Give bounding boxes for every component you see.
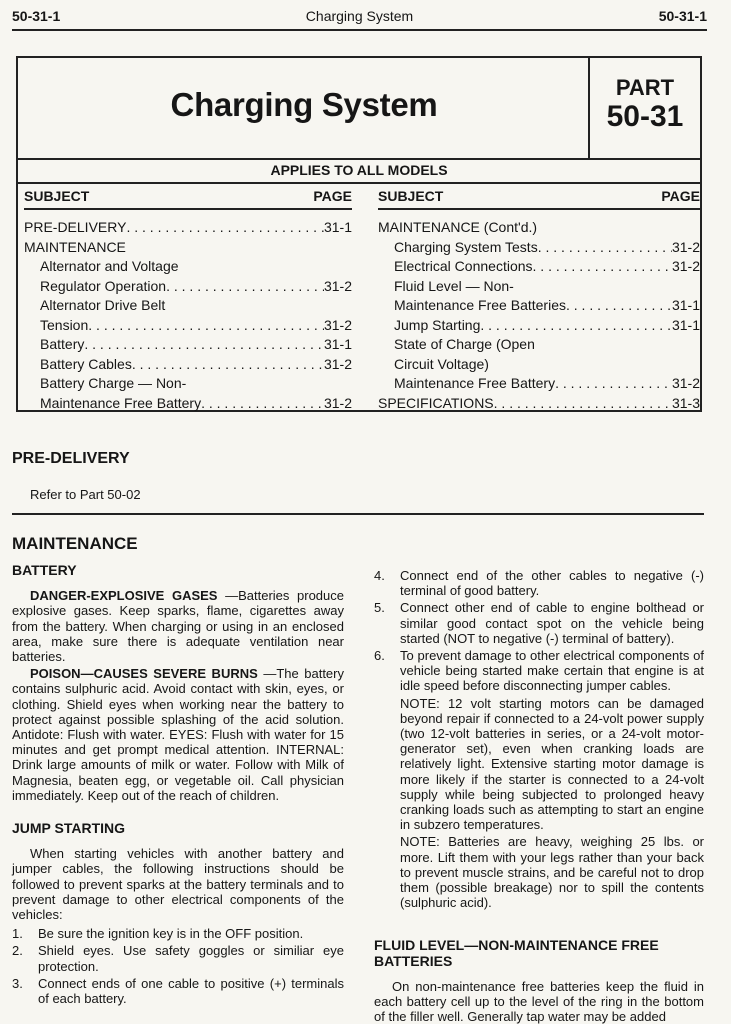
toc-entry <box>24 296 352 316</box>
toc-subject-header: SUBJECT <box>24 188 90 204</box>
toc-entry-page: 31-2 <box>323 277 352 294</box>
toc-entry <box>378 277 700 297</box>
toc-leader-dots <box>533 257 672 277</box>
toc-entry-label: PRE-DELIVERY <box>24 219 127 235</box>
toc-page-header: PAGE <box>313 188 352 204</box>
toc-entry <box>24 257 352 277</box>
toc-leader-dots <box>566 296 672 316</box>
toc-entry-page: 31-2 <box>671 375 700 391</box>
numbered-step <box>12 976 344 1006</box>
toc-entry <box>378 238 700 258</box>
toc-leader-dots <box>126 218 324 238</box>
jump-intro: When starting vehicles with another battery and jumper cables, the following instructions should be followed to prevent sparks at the battery terminals and to prevent damage to other electrical components of the vehicles: <box>12 846 344 923</box>
toc-leader-dots <box>166 277 324 297</box>
step-text: To prevent damage to other electrical components of vehicle being started make certain that engine is at idle speed before disconnecting jumper cables. <box>400 648 704 694</box>
toc-entry-label: Circuit Voltage) <box>394 355 489 372</box>
note-battery-weight: NOTE: Batteries are heavy, weighing 25 lbs. or more. Lift them with your legs rather than your back to prevent muscle strains, and be careful not to drop them (possible breakage) nor to spill the contents (sulphuric acid). <box>400 834 704 911</box>
toc-leader-dots <box>132 355 324 375</box>
note-24-volt: NOTE: 12 volt starting motors can be damaged beyond repair if connected to a 24-volt power supply (two 12-volt batteries in series, or a 24-volt motor-generator set), even when cranking loads are relatively light. Extensive starting motor damage is more likely if the starter is connected to a 24-volt supply while being subjected to prolonged heavy cranking loads such as attempting to start an engine in subzero temperatures. <box>400 695 704 833</box>
maintenance-heading: MAINTENANCE <box>12 534 138 553</box>
toc-leader-dots <box>494 394 672 414</box>
toc-entry <box>24 394 352 414</box>
step-text: Connect ends of one cable to positive (+) terminals of each battery. <box>38 975 344 1007</box>
jump-starting-heading: JUMP STARTING <box>12 820 126 837</box>
numbered-step <box>12 926 344 941</box>
steps-list-left <box>12 926 344 1006</box>
pre-delivery-text: Refer to Part 50-02 <box>30 487 141 502</box>
toc-header <box>24 184 352 210</box>
applies-banner: APPLIES TO ALL MODELS <box>18 158 700 184</box>
steps-list-right <box>374 568 704 694</box>
toc-entry-label: Maintenance Free Batteries <box>394 297 566 313</box>
numbered-step <box>374 600 704 646</box>
toc-entry-page: 31-3 <box>671 394 700 411</box>
toc-entry-label: Fluid Level — Non- <box>394 277 514 294</box>
toc-entry-label: Alternator and Voltage <box>40 258 179 274</box>
step-text: Be sure the ignition key is in the OFF position. <box>38 926 304 942</box>
battery-heading: BATTERY <box>12 562 77 578</box>
toc-left-column <box>24 184 352 413</box>
fluid-level-text: On non-maintenance free batteries keep the fluid in each battery cell up to the level of the ring in the bottom of the filler well. Generally tap water may be added <box>374 978 704 1024</box>
step-number: 1. <box>12 926 23 942</box>
step-text: Connect other end of cable to engine bolthead or similar good contact spot on the vehicle being started (NOT to negative (-) terminal of battery). <box>400 600 704 646</box>
toc-entry-page: 31-1 <box>671 316 700 333</box>
part-label: PART <box>615 75 675 100</box>
toc-entry-label: State of Charge (Open <box>394 336 535 352</box>
step-number: 6. <box>374 648 385 664</box>
danger-paragraph <box>12 588 344 664</box>
pre-delivery-heading: PRE-DELIVERY <box>12 450 130 467</box>
numbered-step <box>374 648 704 694</box>
toc-entry-label: Charging System Tests <box>394 238 538 255</box>
toc-entry-label: Electrical Connections <box>394 258 533 274</box>
toc-entry-page: 31-1 <box>323 336 352 352</box>
step-number: 3. <box>12 975 23 991</box>
toc-entry-page: 31-2 <box>671 258 700 274</box>
toc-entry-label: Maintenance Free Battery <box>394 375 556 391</box>
toc-entry-label: Jump Starting <box>394 316 481 333</box>
toc-entry <box>378 316 700 336</box>
toc-entry-label: SPECIFICATIONS <box>378 394 494 411</box>
toc-entry-label: Battery <box>40 336 85 352</box>
toc-entry-label: Battery Charge — Non- <box>40 375 187 391</box>
step-number: 4. <box>374 568 385 583</box>
page-number-right: 50-31-1 <box>658 8 707 24</box>
toc-entry-label: MAINTENANCE (Cont'd.) <box>378 219 538 235</box>
toc-leader-dots <box>538 238 672 258</box>
part-number: 50-31 <box>606 100 684 133</box>
toc-entry <box>378 374 700 394</box>
toc-entry <box>24 277 352 297</box>
left-text-column <box>12 563 344 1006</box>
danger-text: —Batteries produce explosive gases. Keep sparks, flame, cigarettes away from the battery. When charging or using in an enclosed area, make sure there is adequate ventilation near batteries. <box>12 588 344 665</box>
toc-leader-dots <box>84 335 324 355</box>
toc-entry-page: 31-2 <box>323 394 352 411</box>
toc-list-left <box>24 218 352 413</box>
toc-entry <box>378 335 700 355</box>
title-box <box>16 56 702 412</box>
toc-entry <box>24 335 352 355</box>
toc-entry-label: Alternator Drive Belt <box>40 297 166 313</box>
fluid-level-heading: FLUID LEVEL—NON-MAINTENANCE FREE BATTERIES <box>374 937 659 969</box>
toc-entry <box>378 257 700 277</box>
step-text: Shield eyes. Use safety goggles or similiar eye protection. <box>38 943 344 974</box>
toc-entry-page: 31-2 <box>323 316 352 333</box>
toc-entry-page: 31-2 <box>671 238 700 255</box>
toc-entry <box>24 374 352 394</box>
toc-leader-dots <box>555 374 672 394</box>
toc-entry-page: 31-2 <box>323 355 352 372</box>
toc-leader-dots <box>201 394 324 414</box>
toc-entry-page: 31-1 <box>671 297 700 313</box>
page-title: Charging System <box>170 86 438 123</box>
part-box <box>588 58 700 158</box>
page-number-left: 50-31-1 <box>12 8 61 24</box>
toc-entry-label: Tension <box>40 316 89 333</box>
right-text-column <box>374 566 704 1024</box>
toc-leader-dots <box>480 316 672 336</box>
toc-right-column <box>378 184 700 413</box>
section-rule <box>12 513 704 515</box>
toc-header <box>378 184 700 210</box>
numbered-step <box>374 568 704 598</box>
step-number: 2. <box>12 943 23 959</box>
toc-entry-label: MAINTENANCE <box>24 238 126 255</box>
toc-entry <box>378 355 700 375</box>
toc-subject-header: SUBJECT <box>378 188 444 204</box>
poison-text: —The battery contains sulphuric acid. Avoid contact with skin, eyes, or clothing. Shield eyes when working near the battery to protect against possible splashing of the acid solution. Antidote: Flush with water. EYES: Flush with water for 15 minutes and get prompt medical attention. INTERNAL: Drink large amounts of milk or water. Follow with Milk of Magnesia, beaten egg, or vegetable oil. Call physician immediately. Keep out of the reach of children. <box>12 666 344 803</box>
toc-entry <box>24 218 352 238</box>
toc-leader-dots <box>88 316 324 336</box>
danger-lead: DANGER-EXPLOSIVE GASES <box>30 588 218 604</box>
step-number: 5. <box>374 600 385 616</box>
toc-entry <box>378 218 700 238</box>
toc-entry-label: Battery Cables <box>40 355 132 372</box>
toc-entry <box>378 296 700 316</box>
toc-entry <box>378 394 700 414</box>
poison-paragraph <box>12 666 344 803</box>
poison-lead: POISON—CAUSES SEVERE BURNS <box>30 666 258 682</box>
toc-entry <box>24 238 352 258</box>
numbered-step <box>12 943 344 973</box>
header-rule <box>12 29 707 31</box>
toc-entry-label: Maintenance Free Battery <box>40 394 202 411</box>
step-text: Connect end of the other cables to negative (-) terminal of good battery. <box>400 568 704 599</box>
toc-page-header: PAGE <box>661 188 700 204</box>
toc-list-right <box>378 218 700 413</box>
toc-entry-page: 31-1 <box>323 219 352 235</box>
running-header <box>12 8 707 28</box>
toc-entry-label: Regulator Operation <box>40 277 167 294</box>
toc-entry <box>24 316 352 336</box>
title-band <box>18 58 700 160</box>
running-title: Charging System <box>305 8 414 24</box>
toc-entry <box>24 355 352 375</box>
